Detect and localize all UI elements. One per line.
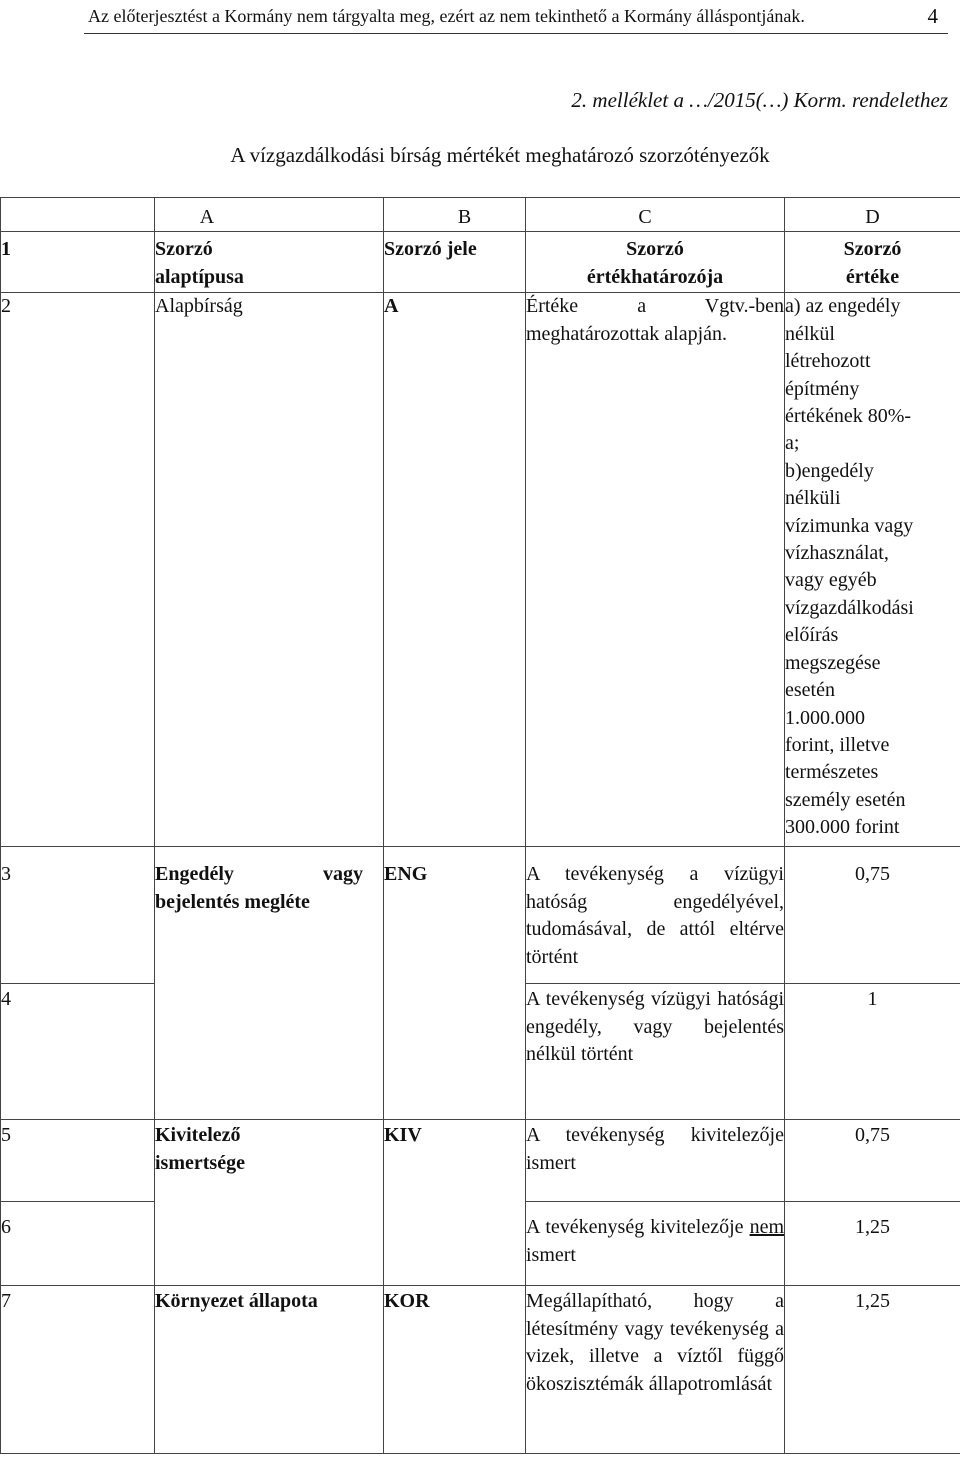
multiplier-determinant: Megállapítható, hogy a létesítmény vagy tevékenység a vizek, illetve a víztől függő ökoszisztémák állapotromlását [526, 1286, 785, 1454]
multiplier-type: Környezet állapota [155, 1286, 384, 1454]
table-row [1, 293, 960, 847]
column-letters-row [1, 198, 960, 232]
emphasized-word: nem [749, 1216, 784, 1239]
multiplier-determinant: Értéke a Vgtv.-ben meghatározottak alapján. [526, 293, 785, 847]
multiplier-type: Engedély vagy bejelentés megléte [155, 847, 384, 1120]
row-number: 4 [1, 984, 155, 1120]
table-row [1, 1120, 960, 1202]
row-number: 6 [1, 1202, 155, 1286]
multiplier-value: a) az engedély nélkül létrehozott építmény értékének 80%- a; b)engedély nélküli vízimunka vagy vízhasználat, vagy egyéb vízgazdálkodási előírás megszegése esetén 1.000.000 forint, illetve természetes személy esetén 300.000 forint [785, 293, 960, 847]
page-number: 4 [927, 4, 938, 28]
row-number: 3 [1, 847, 155, 984]
header-multiplier-determinant: Szorzó értékhatározója [526, 232, 785, 293]
header-note: Az előterjesztést a Kormány nem tárgyalta meg, ezért az nem tekinthető a Kormány álláspontjának. [88, 6, 805, 26]
header-divider [84, 33, 948, 34]
column-letter-c: C [526, 198, 785, 232]
multiplier-value: 0,75 [785, 1120, 960, 1202]
row-number: 5 [1, 1120, 155, 1202]
multiplier-table [0, 197, 960, 1454]
multiplier-symbol: A [384, 293, 526, 847]
table-title: A vízgazdálkodási bírság mértékét meghatározó szorzótényezők [230, 143, 770, 167]
header-multiplier-symbol: Szorzó jele [384, 232, 526, 293]
multiplier-determinant: A tevékenység vízügyi hatósági engedély, vagy bejelentés nélkül történt [526, 984, 785, 1120]
multiplier-value: 1,25 [785, 1202, 960, 1286]
row-number: 2 [1, 293, 155, 847]
annex-title: 2. melléklet a …/2015(…) Korm. rendelethez [571, 88, 948, 112]
multiplier-determinant: A tevékenység kivitelezője ismert [526, 1120, 785, 1202]
multiplier-value: 1,25 [785, 1286, 960, 1454]
page-header [88, 4, 942, 34]
column-letter-a: A [155, 198, 384, 232]
multiplier-value: 1 [785, 984, 960, 1120]
multiplier-symbol: KIV [384, 1120, 526, 1286]
multiplier-type: Alapbírság [155, 293, 384, 847]
table-row [1, 1286, 960, 1454]
column-letter-d: D [785, 198, 960, 232]
header-multiplier-type: Szorzó alaptípusa [155, 232, 384, 293]
determinant-text-end: ismert [526, 1243, 576, 1266]
row-number: 7 [1, 1286, 155, 1454]
header-multiplier-value: Szorzó értéke [785, 232, 960, 293]
multiplier-value: 0,75 [785, 847, 960, 984]
multiplier-determinant: A tevékenység a vízügyi hatóság engedélyével, tudomásával, de attól eltérve történt [526, 847, 785, 984]
column-letter-b: B [384, 198, 526, 232]
multiplier-determinant [526, 1202, 785, 1286]
table-header-row [1, 232, 960, 293]
row-number: 1 [1, 232, 155, 293]
multiplier-symbol: KOR [384, 1286, 526, 1454]
table-row [1, 847, 960, 984]
determinant-text: A tevékenység kivitelezője [526, 1216, 744, 1239]
multiplier-type: Kivitelező ismertsége [155, 1120, 384, 1286]
multiplier-symbol: ENG [384, 847, 526, 1120]
